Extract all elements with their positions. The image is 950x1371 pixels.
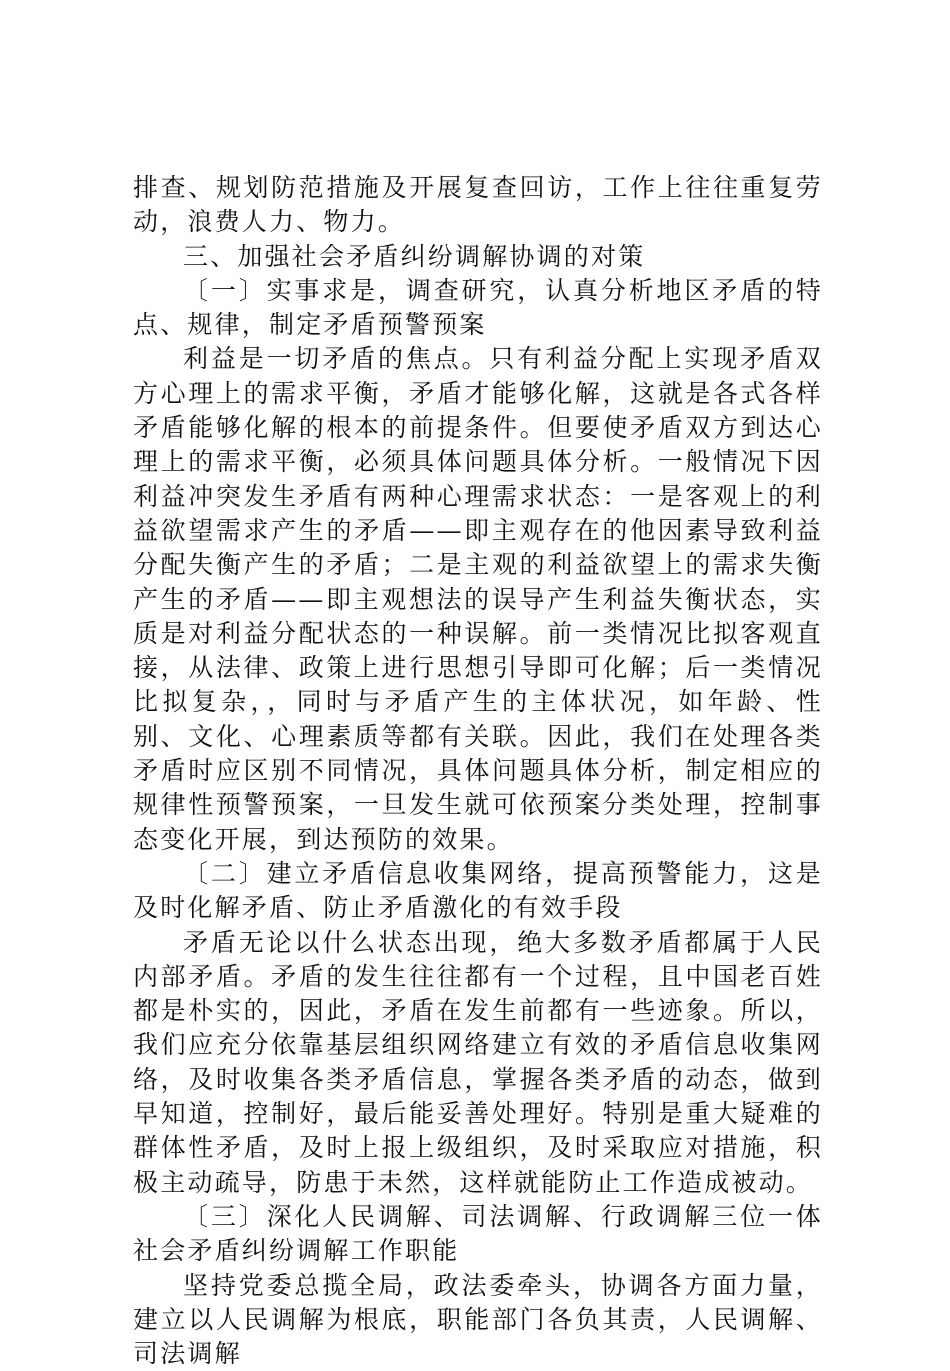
paragraph-body-1: 利益是一切矛盾的焦点。只有利益分配上实现矛盾双方心理上的需求平衡，矛盾才能够化解，这就是各式各样矛盾能够化解的根本的前提条件。但要使矛盾双方到达心理上的需求平衡，必须具体问题具体分析。一般情况下因利益冲突发生矛盾有两种心理需求状态：一是客观上的利益欲望需求产生的矛盾——即主观存在的他因素导致利益分配失衡产生的矛盾；二是主观的利益欲望上的需求失衡产生的矛盾——即主观想法的误导产生利益失衡状态，实质是对利益分配状态的一种误解。前一类情况比拟客观直接，从法律、政策上进行思想引导即可化解；后一类情况比拟复杂，，同时与矛盾产生的主体状况，如年龄、性别、文化、心理素质等都有关联。因此，我们在处理各类矛盾时应区别不同情况，具体问题具体分析，制定相应的规律性预警预案，一旦发生就可依预案分类处理，控制事态变化开展，到达预防的效果。 (133, 342, 823, 856)
subheading-3: 〔三〕深化人民调解、司法调解、行政调解三位一体社会矛盾纠纷调解工作职能 (133, 1200, 823, 1269)
paragraph-continuation: 排查、规划防范措施及开展复查回访，工作上往往重复劳动，浪费人力、物力。 (133, 171, 823, 240)
subheading-2: 〔二〕建立矛盾信息收集网络，提高预警能力，这是及时化解矛盾、防止矛盾激化的有效手段 (133, 857, 823, 926)
subheading-1: 〔一〕实事求是，调查研究，认真分析地区矛盾的特点、规律，制定矛盾预警预案 (133, 274, 823, 343)
paragraph-body-3: 坚持党委总揽全局，政法委牵头，协调各方面力量，建立以人民调解为根底，职能部门各负其责，人民调解、司法调解 (133, 1269, 823, 1371)
document-page (133, 171, 823, 1371)
section-heading-3: 三、加强社会矛盾纠纷调解协调的对策 (133, 240, 823, 274)
paragraph-body-2: 矛盾无论以什么状态出现，绝大多数矛盾都属于人民内部矛盾。矛盾的发生往往都有一个过程，且中国老百姓都是朴实的，因此，矛盾在发生前都有一些迹象。所以，我们应充分依靠基层组织网络建立有效的矛盾信息收集网络，及时收集各类矛盾信息，掌握各类矛盾的动态，做到早知道，控制好，最后能妥善处理好。特别是重大疑难的群体性矛盾，及时上报上级组织，及时采取应对措施，积极主动疏导，防患于未然，这样就能防止工作造成被动。 (133, 926, 823, 1200)
